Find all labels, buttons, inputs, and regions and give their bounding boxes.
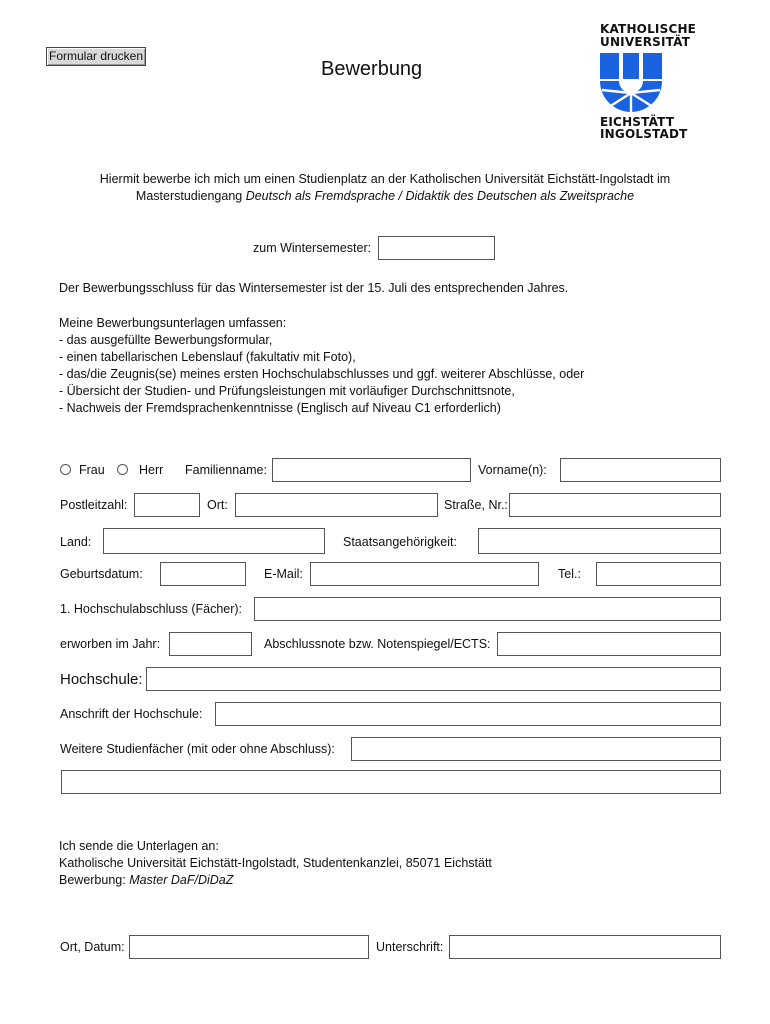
vorname-label: Vorname(n): [478, 463, 547, 477]
page-title: Bewerbung [321, 58, 423, 80]
logo-text-line-1: KATHOLISCHE [600, 22, 697, 36]
tel-field[interactable] [596, 562, 721, 586]
anschrift-label: Anschrift der Hochschule: [60, 707, 203, 721]
list-item: - einen tabellarischen Lebenslauf (fakultativ mit Foto), [59, 350, 356, 364]
hochschulabschluss-field[interactable] [254, 597, 721, 621]
weitere-extra-field[interactable] [61, 770, 721, 794]
list-item: - das/die Zeugnis(se) meines ersten Hochschulabschlusses und ggf. weiterer Abschlüsse, oder [59, 367, 585, 381]
radio-herr[interactable] [117, 464, 128, 475]
send-line-3-text: Bewerbung: [59, 873, 130, 887]
land-field[interactable] [103, 528, 325, 554]
send-program-code: Master DaF/DiDaZ [129, 873, 234, 887]
familienname-field[interactable] [272, 458, 471, 482]
hochschule-label: Hochschule: [60, 671, 143, 688]
radio-frau[interactable] [60, 464, 71, 475]
unterschrift-label: Unterschrift: [376, 940, 444, 954]
ort-field[interactable] [235, 493, 438, 517]
list-item: - das ausgefüllte Bewerbungsformular, [59, 333, 273, 347]
logo-emblem-icon [598, 52, 664, 114]
print-form-button[interactable]: Formular drucken [46, 47, 146, 66]
erworben-field[interactable] [169, 632, 252, 656]
intro-line-2-text: Masterstudiengang [135, 189, 246, 203]
email-label: E-Mail: [264, 567, 303, 581]
email-field[interactable] [310, 562, 539, 586]
send-line-2: Katholische Universität Eichstätt-Ingolstadt, Studentenkanzlei, 85071 Eichstätt [59, 856, 492, 870]
vorname-field[interactable] [560, 458, 721, 482]
staatsangehoerigkeit-field[interactable] [478, 528, 721, 554]
geburtsdatum-label: Geburtsdatum: [60, 567, 143, 581]
deadline-text: Der Bewerbungsschluss für das Wintersemester ist der 15. Juli des entsprechenden Jahres. [59, 281, 569, 295]
weitere-field[interactable] [351, 737, 721, 761]
list-item: - Nachweis der Fremdsprachenkenntnisse (Englisch auf Niveau C1 erforderlich) [59, 401, 501, 415]
herr-label: Herr [139, 463, 164, 477]
plz-label: Postleitzahl: [60, 498, 128, 512]
abschlussnote-label: Abschlussnote bzw. Notenspiegel/ECTS: [264, 637, 491, 651]
semester-field[interactable] [378, 236, 495, 260]
send-line-1: Ich sende die Unterlagen an: [59, 839, 219, 853]
logo-text-line-2: UNIVERSITÄT [600, 35, 691, 49]
documents-heading: Meine Bewerbungsunterlagen umfassen: [59, 316, 287, 330]
ort-datum-label: Ort, Datum: [60, 940, 125, 954]
abschlussnote-field[interactable] [497, 632, 721, 656]
plz-field[interactable] [134, 493, 200, 517]
list-item: - Übersicht der Studien- und Prüfungsleistungen mit vorläufiger Durchschnittsnote, [59, 384, 515, 398]
send-line-3 [59, 872, 233, 889]
staatsangehoerigkeit-label: Staatsangehörigkeit: [343, 535, 457, 549]
logo-text-line-3: EICHSTÄTT [600, 115, 675, 129]
tel-label: Tel.: [558, 567, 581, 581]
ort-label: Ort: [207, 498, 228, 512]
strasse-field[interactable] [509, 493, 721, 517]
strasse-label: Straße, Nr.: [444, 498, 508, 512]
unterschrift-field[interactable] [449, 935, 721, 959]
intro-program-name: Deutsch als Fremdsprache / Didaktik des Deutschen als Zweitsprache [245, 189, 635, 203]
familienname-label: Familienname: [185, 463, 267, 477]
ort-datum-field[interactable] [129, 935, 369, 959]
erworben-label: erworben im Jahr: [60, 637, 161, 651]
logo-text-line-4: INGOLSTADT [600, 127, 688, 141]
land-label: Land: [60, 535, 92, 549]
semester-label: zum Wintersemester: [253, 241, 372, 255]
weitere-label: Weitere Studienfächer (mit oder ohne Abschluss): [60, 742, 335, 756]
geburtsdatum-field[interactable] [160, 562, 246, 586]
intro-line-1: Hiermit bewerbe ich mich um einen Studienplatz an der Katholischen Universität Eichstätt-Ingolstadt im [99, 172, 671, 186]
anschrift-field[interactable] [215, 702, 721, 726]
frau-label: Frau [79, 463, 105, 477]
hochschule-field[interactable] [146, 667, 721, 691]
hochschulabschluss-label: 1. Hochschulabschluss (Fächer): [60, 602, 243, 616]
intro-line-2 [0, 188, 770, 205]
